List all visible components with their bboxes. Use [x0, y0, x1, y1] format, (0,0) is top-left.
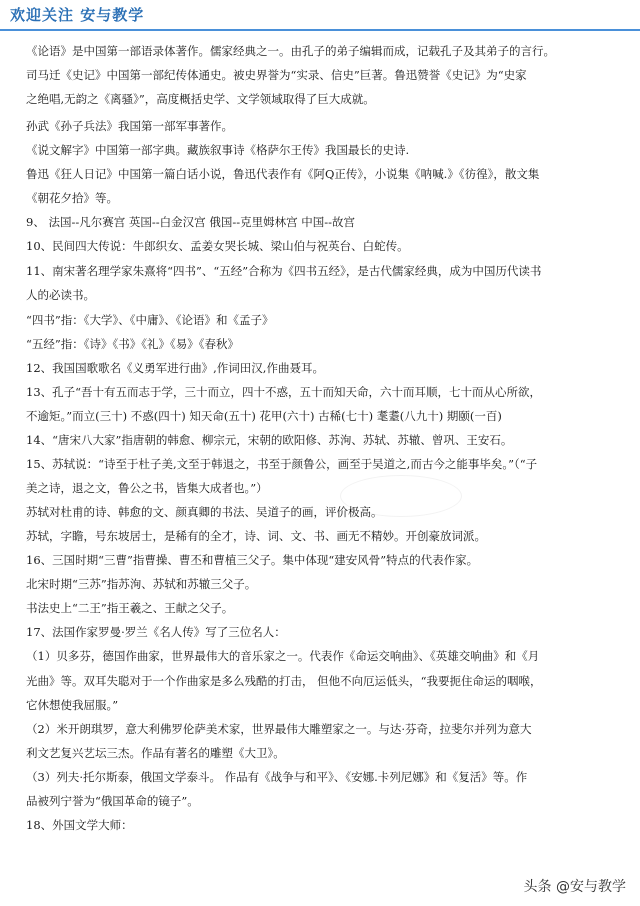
text-line: 10、民间四大传说：牛郎织女、孟姜女哭长城、梁山伯与祝英台、白蛇传。 — [26, 239, 409, 253]
text-line: 12、我国国歌歌名《义勇军进行曲》,作词田汉,作曲聂耳。 — [26, 361, 324, 375]
text-line: 14、“唐宋八大家”指唐朝的韩愈、柳宗元，宋朝的欧阳修、苏洵、苏轼、苏辙、曾巩、王安石。 — [26, 433, 513, 447]
text-line: 9、 法国--凡尔赛宫 英国--白金汉宫 俄国--克里姆林宫 中国--故宫 — [26, 215, 356, 229]
text-line: 美之诗，退之文，鲁公之书，皆集大成者也。”） — [26, 481, 268, 495]
text-line: 16、三国时期“三曹”指曹操、曹丕和曹植三父子。集中体现“建安风骨”特点的代表作家。 — [26, 553, 479, 567]
watermark-badge — [524, 876, 626, 896]
header-divider — [0, 29, 640, 31]
text-line: 光曲》等。双耳失聪对于一个作曲家是多么残酷的打击， 但他不向厄运低头，“我要扼住命运的咽喉， — [26, 674, 542, 688]
text-line: 15、苏轼说：“诗至于杜子美,文至于韩退之，书至于颜鲁公，画至于吴道之,而古今之能事毕矣。”（“子 — [26, 457, 538, 471]
text-line: （3）列夫·托尔斯泰，俄国文学泰斗。 作品有《战争与和平》、《安娜.卡列尼娜》和《复活》等。作 — [26, 770, 528, 784]
text-line: 利文艺复兴艺坛三杰。作品有著名的雕塑《大卫》。 — [26, 746, 285, 760]
text-line: “五经”指：《诗》《书》《礼》《易》《春秋》 — [26, 337, 240, 351]
text-line: 之绝唱,无韵之《离骚》”，高度概括史学、文学领域取得了巨大成就。 — [26, 92, 375, 106]
text-line: 书法史上“二王”指王羲之、王献之父子。 — [26, 601, 234, 615]
faint-seal-mark — [340, 475, 462, 517]
text-line: 苏轼对杜甫的诗、韩愈的文、颜真卿的书法、吴道子的画，评价极高。 — [26, 505, 383, 519]
text-line: “四书”指：《大学》、《中庸》、《论语》和《孟子》 — [26, 313, 274, 327]
text-line: 《论语》是中国第一部语录体著作。儒家经典之一。由孔子的弟子编辑而成，记载孔子及其弟子的言行。 — [26, 44, 555, 58]
text-line: 《说文解字》中国第一部字典。藏族叙事诗《格萨尔王传》我国最长的史诗. — [26, 143, 410, 157]
page-header-title: 欢迎关注 安与教学 — [10, 6, 145, 24]
text-line: （1）贝多芬，德国作曲家，世界最伟大的音乐家之一。代表作《命运交响曲》、《英雄交响曲》和《月 — [26, 649, 540, 663]
text-line: 13、孔子“吾十有五而志于学，三十而立，四十不惑，五十而知天命，六十而耳顺，七十而从心所欲， — [26, 385, 542, 399]
text-line: （2）米开朗琪罗，意大利佛罗伦萨美术家，世界最伟大雕塑家之一。与达·芬奇，拉斐尔并列为意大 — [26, 722, 532, 736]
text-line: 人的必读书。 — [26, 288, 95, 302]
text-line: 孙武《孙子兵法》我国第一部军事著作。 — [26, 119, 233, 133]
text-line: 司马迁《史记》中国第一部纪传体通史。被史界誉为“实录、信史”巨著。鲁迅赞誉《史记》为“史家 — [26, 68, 527, 82]
text-line: 北宋时期“三苏”指苏洵、苏轼和苏辙三父子。 — [26, 577, 257, 591]
watermark-text: 头条 @安与教学 — [523, 879, 626, 895]
text-line: 鲁迅《狂人日记》中国第一篇白话小说，鲁迅代表作有《阿Q正传》，小说集《呐喊.》《彷徨》，散文集 — [26, 167, 540, 181]
text-line: 11、南宋著名理学家朱熹将“四书”、“五经”合称为《四书五经》，是古代儒家经典，成为中国历代读书 — [26, 264, 542, 278]
text-line: 品被列宁誉为“俄国革命的镜子”。 — [26, 794, 199, 808]
text-line: 17、法国作家罗曼·罗兰《名人传》写了三位名人： — [26, 625, 286, 639]
text-line: 不逾矩。”而立(三十) 不惑(四十) 知天命(五十) 花甲(六十) 古稀(七十) 耄耋(八九十) 期颐(一百) — [26, 409, 502, 423]
text-line: 18、外国文学大师： — [26, 818, 133, 832]
text-line: 《朝花夕拾》等。 — [26, 191, 118, 205]
text-line: 苏轼，字瞻，号东坡居士，是稀有的全才，诗、词、文、书、画无不精妙。开创豪放词派。 — [26, 529, 486, 543]
text-line: 它休想使我屈服。” — [26, 698, 119, 712]
